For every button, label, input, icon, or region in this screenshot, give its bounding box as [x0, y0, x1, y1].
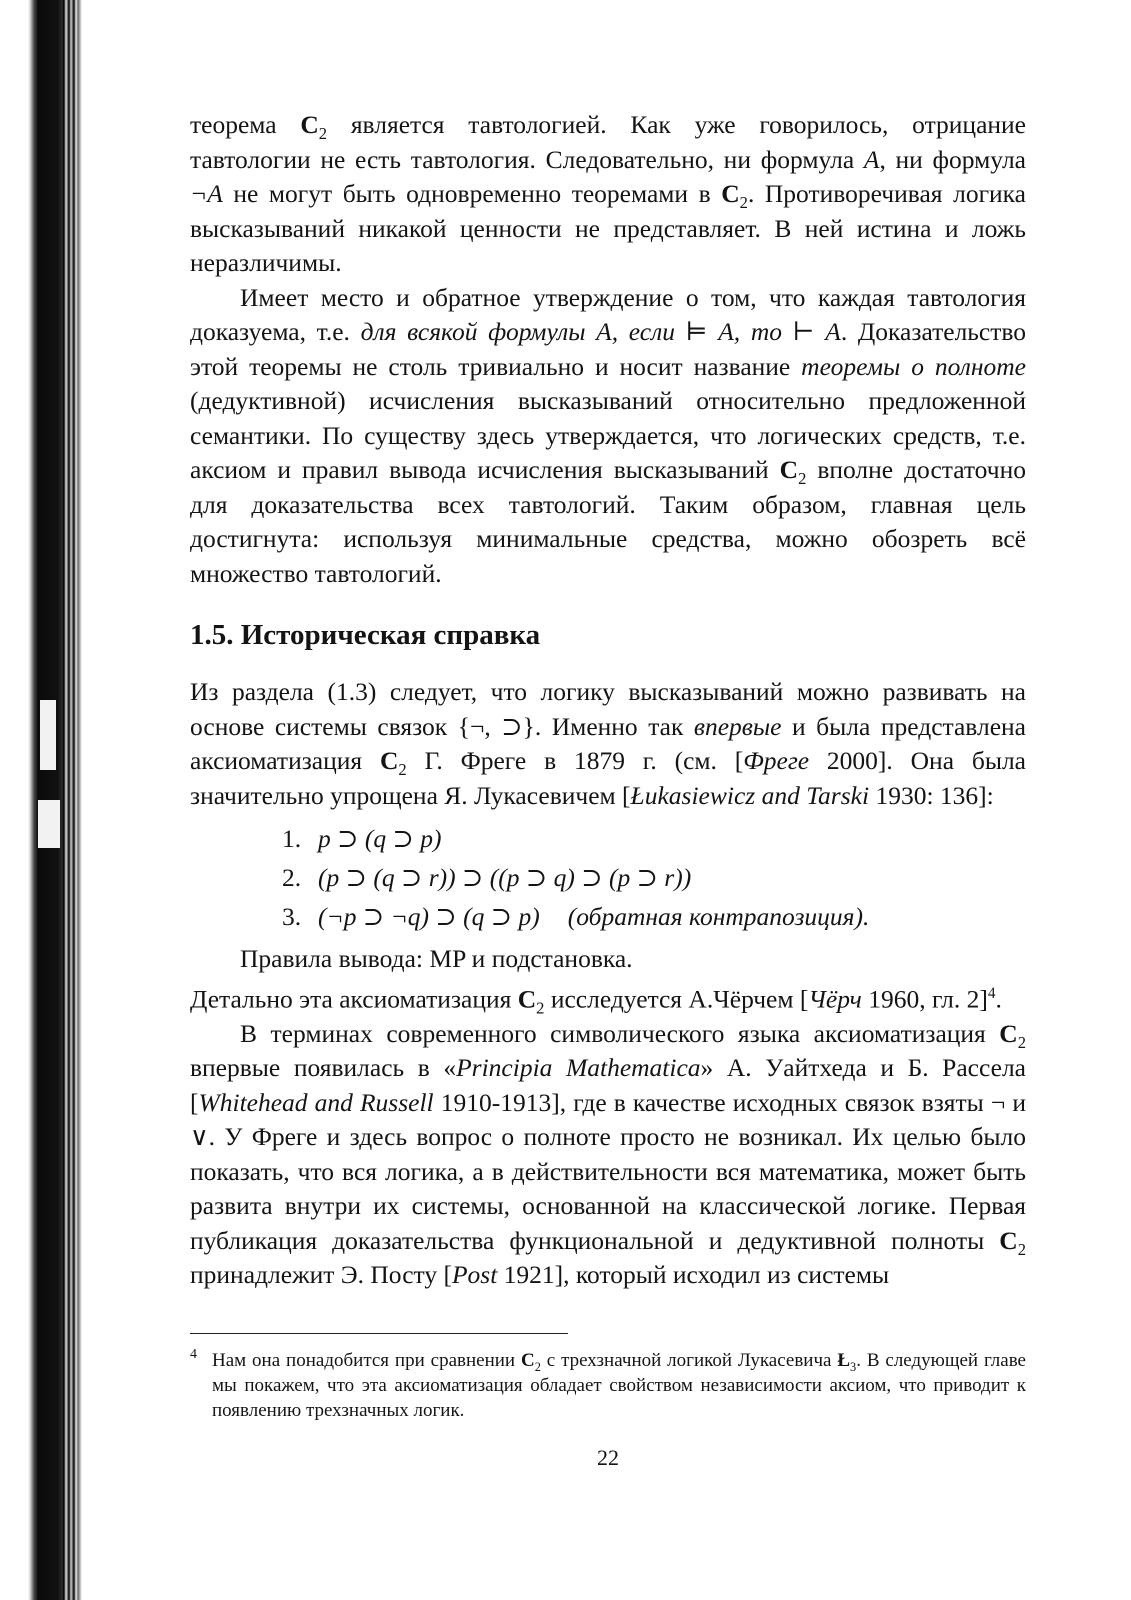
section-heading: 1.5. Историческая справка	[190, 619, 541, 651]
page-number: 22	[597, 1444, 619, 1470]
paragraph: Имеет место и обратное утверждение о том, что каждая тавтология доказуема, т.е. для всякой формулы A, если ⊨ A, то ⊢ A. Доказательство этой теоремы не столь тривиально и носит название теоремы о полноте (дедуктивной) исчисления высказываний относительно предложенной семантики. По существу здесь утверждается, что логических средств, т.е. аксиом и правил вывода исчисления высказываний $C_2$ вполне достаточно для доказательства всех тавтологий. Таким образом, главная цель достигнута: используя минимальные средства, можно обозреть всё множество тавтологий.	[190, 282, 1026, 588]
axiom-note: (обратная контрапозиция).	[567, 902, 870, 931]
axiom-item: 3. (¬p ⊃ ¬q) ⊃ (q ⊃ p) (обратная контрапозиция).	[282, 897, 1026, 936]
paragraph: Правила вывода: MP и подстановка.	[240, 944, 633, 973]
footnote: 4 Нам она понадобится при сравнении $C_2$ с трехзначной логикой Лукасевича $Ł_3$. В следующей главе мы покажем, что эта аксиоматизация обладает свойством независимости аксиом, что приводит к появлению трехзначных логик.	[190, 1348, 1026, 1423]
footnote-mark: 4	[190, 1346, 197, 1362]
paragraph: Из раздела (1.3) следует, что логику высказываний можно развивать на основе системы связок {¬, ⊃}. Именно так впервые и была представлена аксиоматизация $C_2$ Г. Фреге в 1879 г. (см. [Фреге 2000]. Она была значительно упрощена Я. Лукасевичем [Łukasiewicz and Tarski 1930: 136]:	[190, 677, 1027, 810]
footnote-divider	[190, 1333, 568, 1334]
axiom-list	[190, 819, 1026, 936]
paragraph: теорема $C_2$ является тавтологией. Как уже говорилось, отрицание тавтологии не есть тавтология. Следовательно, ни формула A, ни формула ¬A не могут быть одновременно теоремами в $C_2$. Противоречивая логика высказываний никакой ценности не представляет. В ней истина и ложь неразличимы.	[190, 110, 1027, 277]
paragraph: В терминах современного символического языка аксиоматизация $C_2$ впервые появилась в «Principia Mathematica» А. Уайтхеда и Б. Рассела [Whitehead and Russell 1910-1913], где в качестве исходных связок взяты ¬ и ∨. У Фреге и здесь вопрос о полноте просто не возникал. Их целью было показать, что вся логика, а в действительности вся математика, может быть развита внутри их системы, основанной на классической логике. Первая публикация доказательства функциональной и дедуктивной полноты $C_2$ принадлежит Э. Посту [Post 1921], который исходил из системы	[190, 1018, 1027, 1289]
axiom-item: 2. (p ⊃ (q ⊃ r)) ⊃ ((p ⊃ q) ⊃ (p ⊃ r))	[282, 863, 692, 892]
footnote-ref: 4	[987, 984, 996, 1002]
axiom-item: 1. p ⊃ (q ⊃ p)	[282, 824, 442, 853]
paragraph: Детально эта аксиоматизация $C_2$ исследуется А.Чёрчем [Чёрч 1960, гл. 2]$^4$.	[190, 984, 1002, 1018]
scan-artifact	[40, 700, 56, 770]
document-page	[190, 108, 1026, 1471]
scan-artifact	[38, 800, 60, 848]
